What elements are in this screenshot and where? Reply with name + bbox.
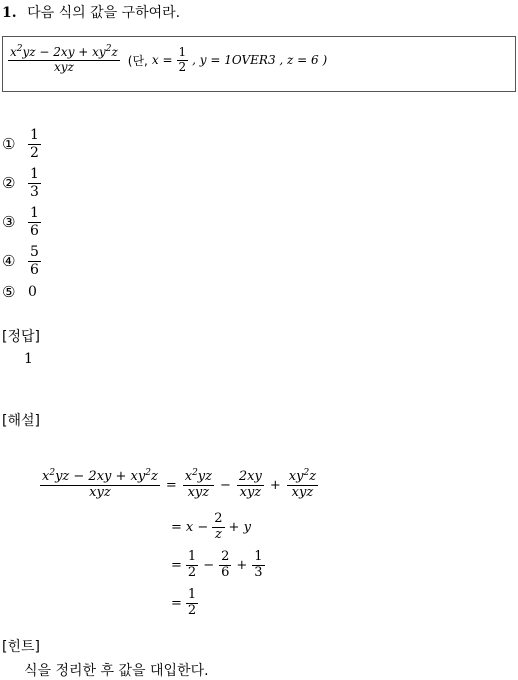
lhs-c: yz − 2xy + xy xyxy=(55,469,146,484)
line2-num: 2 xyxy=(214,511,223,526)
choice-marker: ② xyxy=(2,174,16,192)
choice-marker: ⑤ xyxy=(2,283,16,301)
choice-2[interactable] xyxy=(2,165,41,201)
plus-sign: + xyxy=(236,557,248,573)
line3-d3: 3 xyxy=(254,564,263,580)
choice-den: 6 xyxy=(30,222,39,239)
solution-line-4 xyxy=(171,588,198,619)
choice-den: 6 xyxy=(30,261,39,278)
answer-value: 1 xyxy=(24,351,33,367)
line4-den: 2 xyxy=(187,602,197,618)
solution-label: [해설] xyxy=(2,413,40,429)
choice-num: 1 xyxy=(30,205,39,222)
line3-d1: 2 xyxy=(187,564,197,580)
term2-fraction xyxy=(237,470,264,501)
solution-line-2 xyxy=(171,512,251,543)
choice-fraction xyxy=(28,127,41,160)
term3-num xyxy=(287,470,318,486)
answer-label: [정답] xyxy=(2,329,40,345)
solution-lhs-denominator: xyz xyxy=(89,484,111,500)
expr-x: x xyxy=(10,45,17,59)
t1a: x xyxy=(184,469,193,484)
line2-den: z xyxy=(214,526,222,542)
choice-fraction xyxy=(28,205,41,238)
lhs-d: 2 xyxy=(145,468,151,478)
t3c: z xyxy=(309,469,317,484)
choice-marker: ① xyxy=(2,135,16,153)
line2-fraction xyxy=(212,512,224,543)
question-line xyxy=(2,2,180,22)
line3-n2: 2 xyxy=(221,549,230,564)
hint-text: 식을 정리한 후 값을 대입한다. xyxy=(24,663,209,679)
equals-sign: = xyxy=(171,557,182,573)
expression-denominator: xyz xyxy=(53,59,74,74)
choice-num: 1 xyxy=(30,166,39,183)
condition-x-fraction xyxy=(177,46,189,75)
condition-x-label: x = xyxy=(151,53,173,68)
choice-num: 5 xyxy=(30,244,39,261)
line3-n1: 1 xyxy=(187,549,197,564)
term2-num: 2xy xyxy=(238,469,262,484)
solution-lhs-numerator xyxy=(40,470,160,486)
choice-marker: ④ xyxy=(2,252,16,270)
t3a: xy xyxy=(288,469,304,484)
expression-content xyxy=(8,46,327,75)
equals-sign: = xyxy=(171,519,182,535)
choice-num: 1 xyxy=(30,127,39,144)
choice-5[interactable] xyxy=(2,279,37,305)
term1-den: xyz xyxy=(187,484,210,500)
choice-3[interactable] xyxy=(2,204,41,240)
question-number: 1. xyxy=(2,5,17,21)
hint-label: [힌트] xyxy=(2,639,40,655)
expression-numerator xyxy=(8,46,120,61)
line3-d2: 6 xyxy=(221,564,230,580)
lhs-b: 2 xyxy=(49,468,56,478)
minus-sign: − xyxy=(220,477,231,493)
solution-lhs-fraction xyxy=(40,470,160,501)
expression-fraction xyxy=(8,46,120,75)
plus-sign: + xyxy=(269,477,281,493)
line3-n3: 1 xyxy=(254,549,263,564)
line4-num: 1 xyxy=(187,587,197,602)
expr-mid: yz − 2xy + xy xyxy=(22,45,106,59)
question-text: 다음 식의 값을 구하여라. xyxy=(27,5,181,21)
condition-rest: , y = 1OVER3 , z = 6 ) xyxy=(192,53,328,68)
t1b: 2 xyxy=(192,468,198,478)
t1c: yz xyxy=(197,469,212,484)
line2-suffix: + y xyxy=(228,519,251,535)
term3-fraction xyxy=(287,470,318,501)
minus-sign: − xyxy=(203,557,215,573)
choice-fraction xyxy=(28,244,41,277)
choice-1[interactable] xyxy=(2,126,41,162)
line3-fraction-1 xyxy=(186,550,198,581)
term3-den: xyz xyxy=(291,484,314,500)
expr-exp1: 2 xyxy=(16,44,23,54)
condition-prefix: (단, xyxy=(127,53,148,68)
expr-exp2: 2 xyxy=(105,44,112,54)
line2-prefix: x − xyxy=(185,519,209,535)
term1-num xyxy=(183,470,214,486)
lhs-a: x xyxy=(42,469,50,484)
equals-sign: = xyxy=(165,477,177,493)
term2-den: xyz xyxy=(239,484,262,500)
line4-fraction xyxy=(186,588,198,619)
solution-line-1 xyxy=(40,470,318,501)
expr-z: z xyxy=(111,45,118,59)
line3-fraction-2 xyxy=(219,550,231,581)
choice-value: 0 xyxy=(28,284,37,300)
choice-fraction xyxy=(28,166,41,199)
lhs-e: z xyxy=(150,469,158,484)
solution-line-3 xyxy=(171,550,265,581)
condition-x-num: 1 xyxy=(178,45,187,59)
term1-fraction xyxy=(183,470,214,501)
t3b: 2 xyxy=(303,468,310,478)
condition-x-den: 2 xyxy=(178,59,187,74)
equals-sign: = xyxy=(171,595,182,611)
line3-fraction-3 xyxy=(252,550,264,581)
choice-den: 2 xyxy=(30,144,39,161)
choice-4[interactable] xyxy=(2,243,41,279)
choice-marker: ③ xyxy=(2,213,16,231)
choice-den: 3 xyxy=(30,183,39,200)
